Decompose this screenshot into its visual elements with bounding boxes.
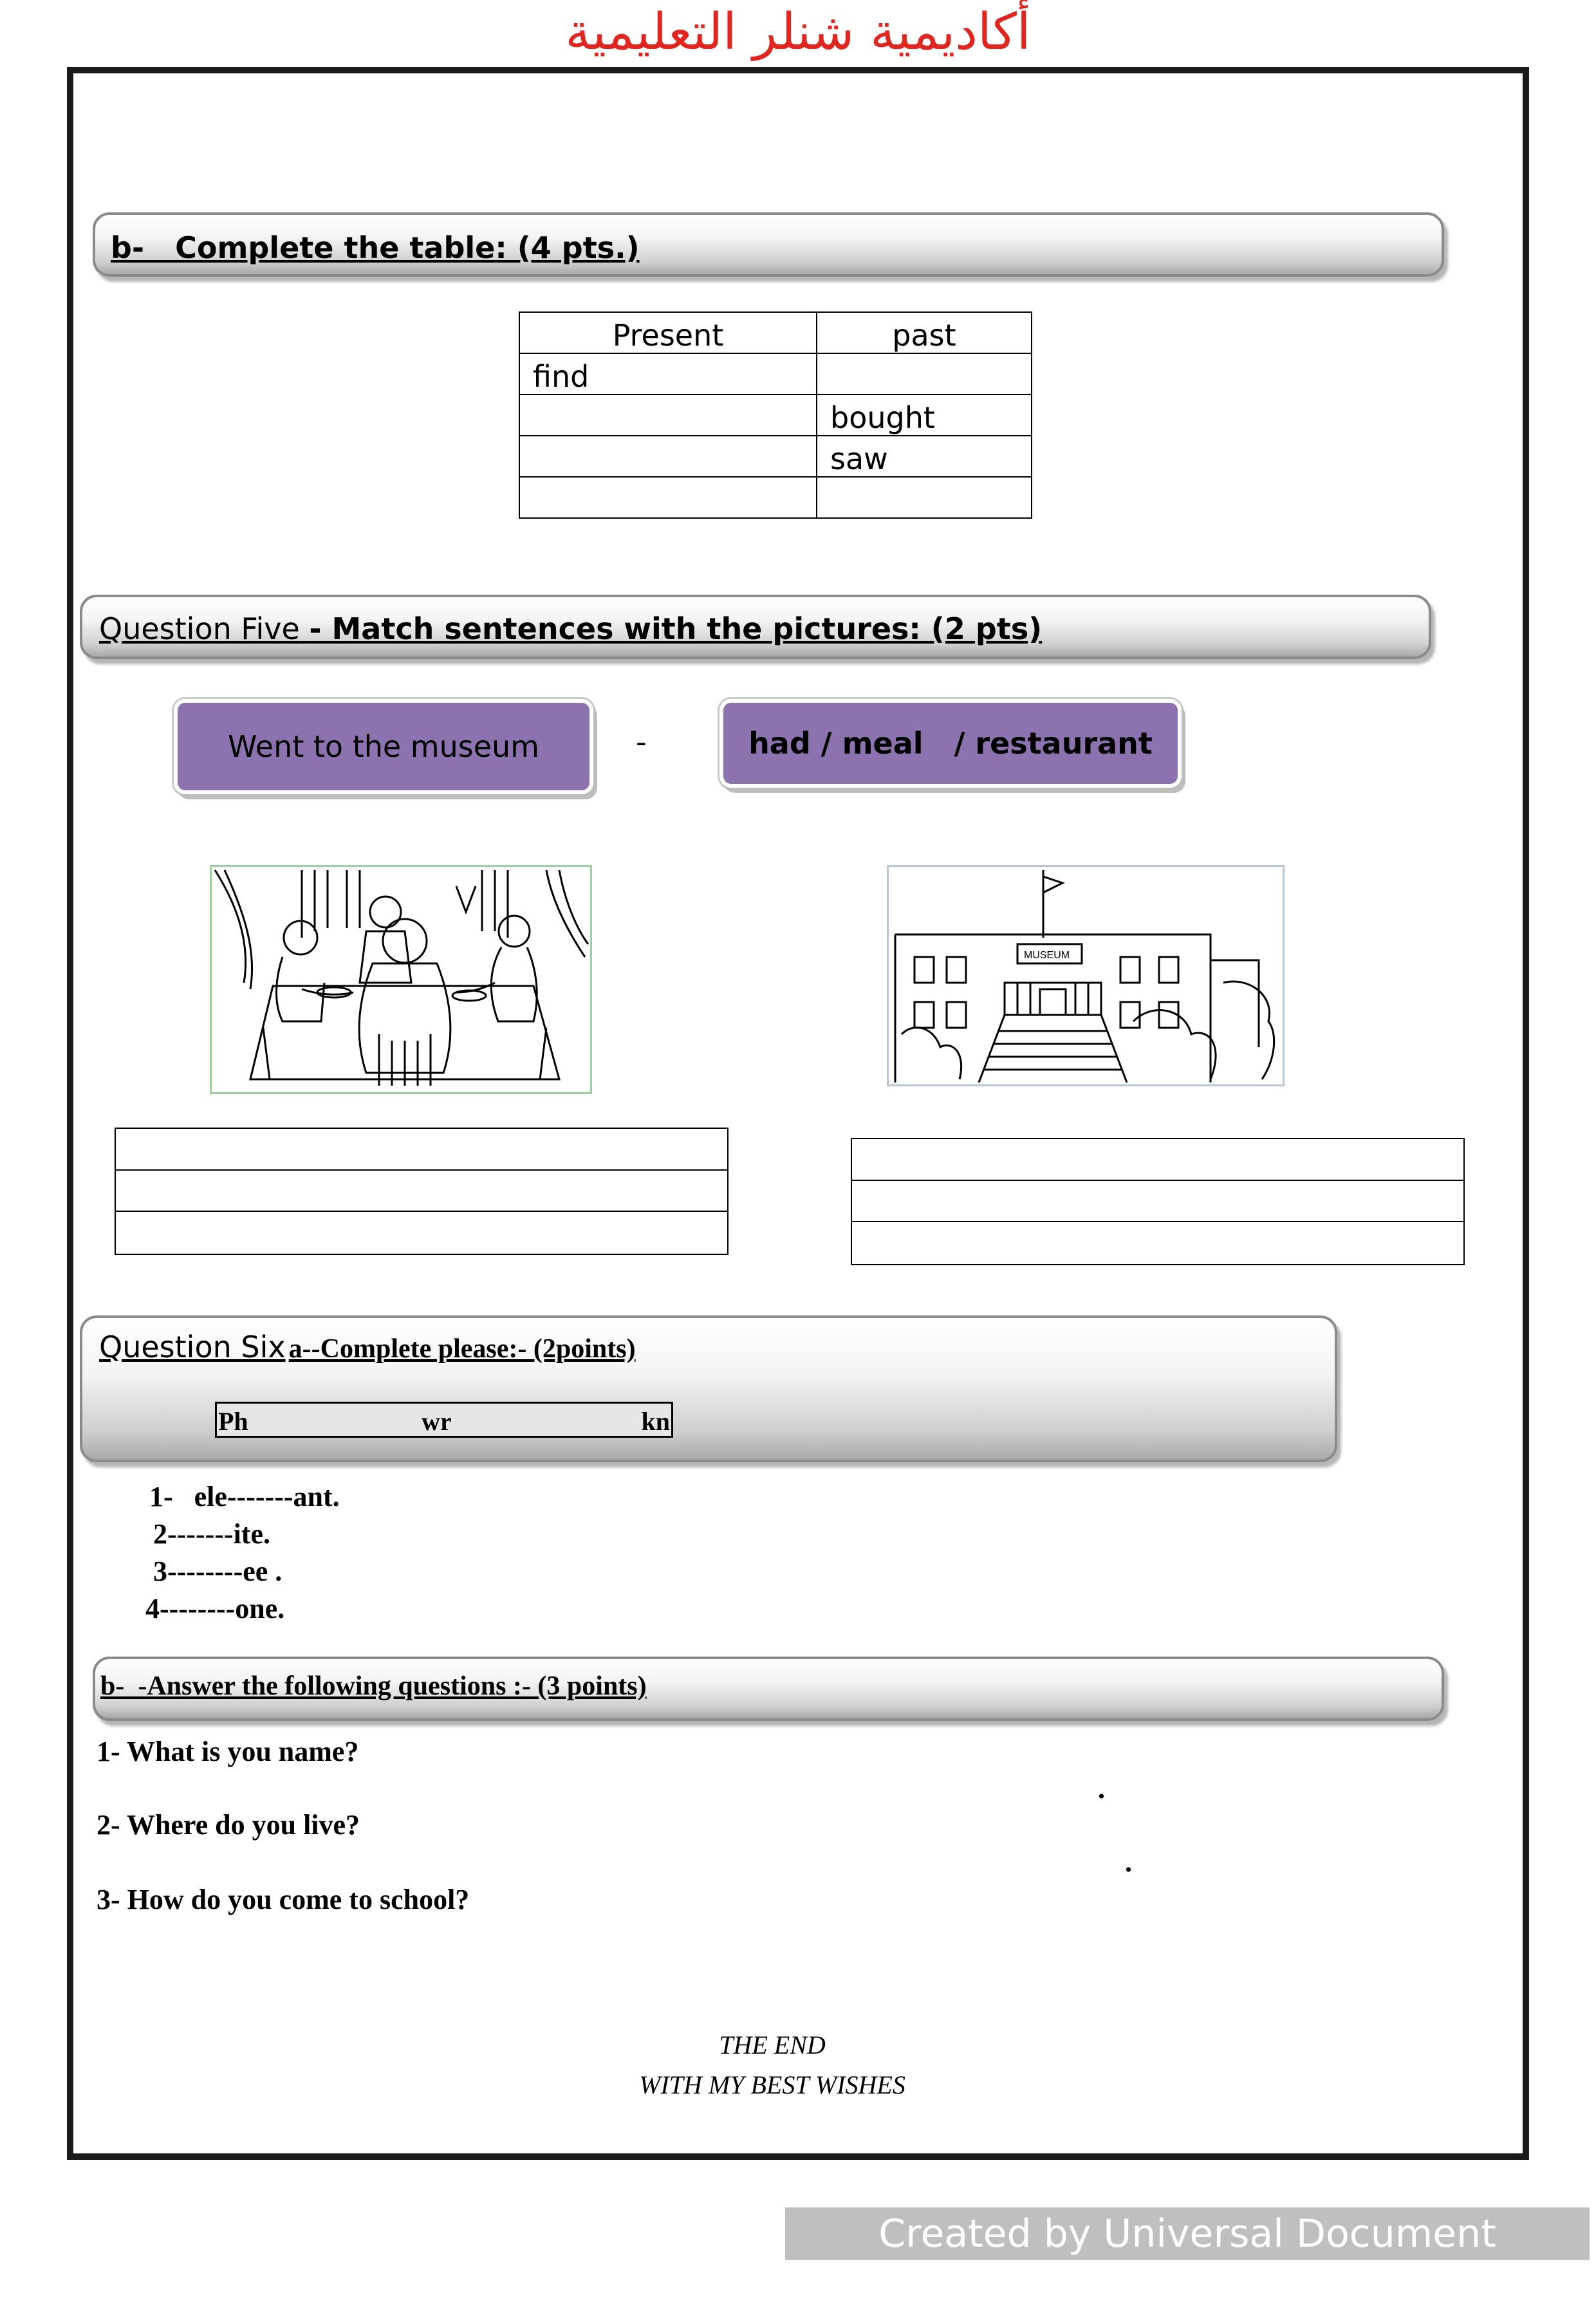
closing-best-wishes: WITH MY BEST WISHES <box>639 2070 905 2099</box>
answer-box-restaurant[interactable] <box>115 1128 728 1255</box>
section-b2-title: b- -Answer the following questions :- (3 points) <box>100 1671 647 1701</box>
question-six-heading <box>99 1330 636 1364</box>
answer-box-museum[interactable] <box>851 1138 1465 1265</box>
table-cell[interactable]: find <box>519 353 817 395</box>
option-separator: - <box>636 725 647 759</box>
letter-box <box>215 1402 673 1438</box>
question-3: 3- How do you come to school? <box>97 1884 470 1915</box>
question-five-label: Question Five <box>99 611 300 646</box>
question-five-bar <box>80 595 1431 659</box>
answer-line[interactable] <box>852 1139 1463 1181</box>
table-row <box>519 395 1032 436</box>
museum-picture <box>887 865 1285 1086</box>
section-b-bar <box>93 212 1444 277</box>
answer-dot: . <box>1098 1773 1105 1805</box>
section-b-heading <box>111 230 640 265</box>
question-five-title: - Match sentences with the pictures: (2 pts) <box>309 611 1043 646</box>
answer-line[interactable] <box>116 1212 727 1254</box>
table-cell[interactable]: bought <box>817 395 1032 436</box>
table-row <box>519 477 1032 518</box>
table-row <box>519 436 1032 477</box>
table-row <box>519 353 1032 395</box>
table-cell[interactable]: saw <box>817 436 1032 477</box>
answer-dot: . <box>1125 1846 1132 1878</box>
academy-header: أكاديمية شنلر التعليمية <box>565 3 1031 61</box>
letter-ph: Ph <box>218 1407 248 1436</box>
answer-line[interactable] <box>852 1181 1463 1223</box>
answer-line[interactable] <box>852 1222 1463 1264</box>
list-item: 4--------one. <box>145 1593 285 1624</box>
table-cell[interactable] <box>519 395 817 436</box>
question-six-label: Question Six <box>99 1330 286 1364</box>
question-six-title: a--Complete please:- (2points) <box>288 1334 636 1364</box>
table-cell[interactable] <box>817 353 1032 395</box>
list-item: 2-------ite. <box>153 1518 270 1550</box>
table-header-row <box>519 312 1032 353</box>
letter-kn: kn <box>641 1407 670 1436</box>
answer-line[interactable] <box>116 1129 727 1171</box>
question-2: 2- Where do you live? <box>97 1809 360 1841</box>
museum-building-drawing <box>889 867 1283 1084</box>
table-cell[interactable] <box>519 477 817 518</box>
table-cell[interactable] <box>519 436 817 477</box>
converter-watermark: Created by Universal Document Converter <box>785 2207 1590 2260</box>
list-item: 3--------ee . <box>153 1556 283 1587</box>
section-b-title: Complete the table: (4 pts.) <box>175 230 640 265</box>
question-six-bar <box>80 1315 1337 1462</box>
section-b-label: b- <box>111 230 145 265</box>
restaurant-picture <box>210 865 592 1094</box>
museum-sign: MUSEUM <box>1024 950 1070 961</box>
header-present: Present <box>519 312 817 353</box>
verb-table <box>519 311 1032 519</box>
family-meal-drawing <box>212 867 590 1092</box>
letter-wr: wr <box>422 1407 452 1436</box>
section-b2-bar <box>93 1657 1444 1721</box>
option-restaurant[interactable]: had / meal / restaurant <box>719 699 1182 788</box>
answer-line[interactable] <box>116 1171 727 1212</box>
question-1: 1- What is you name? <box>97 1736 359 1767</box>
closing-the-end: THE END <box>719 2030 826 2059</box>
table-cell[interactable] <box>817 477 1032 518</box>
question-five-heading <box>99 611 1042 646</box>
option-museum[interactable]: Went to the museum <box>174 699 593 794</box>
header-past: past <box>817 312 1032 353</box>
list-item: 1- ele-------ant. <box>149 1481 340 1512</box>
